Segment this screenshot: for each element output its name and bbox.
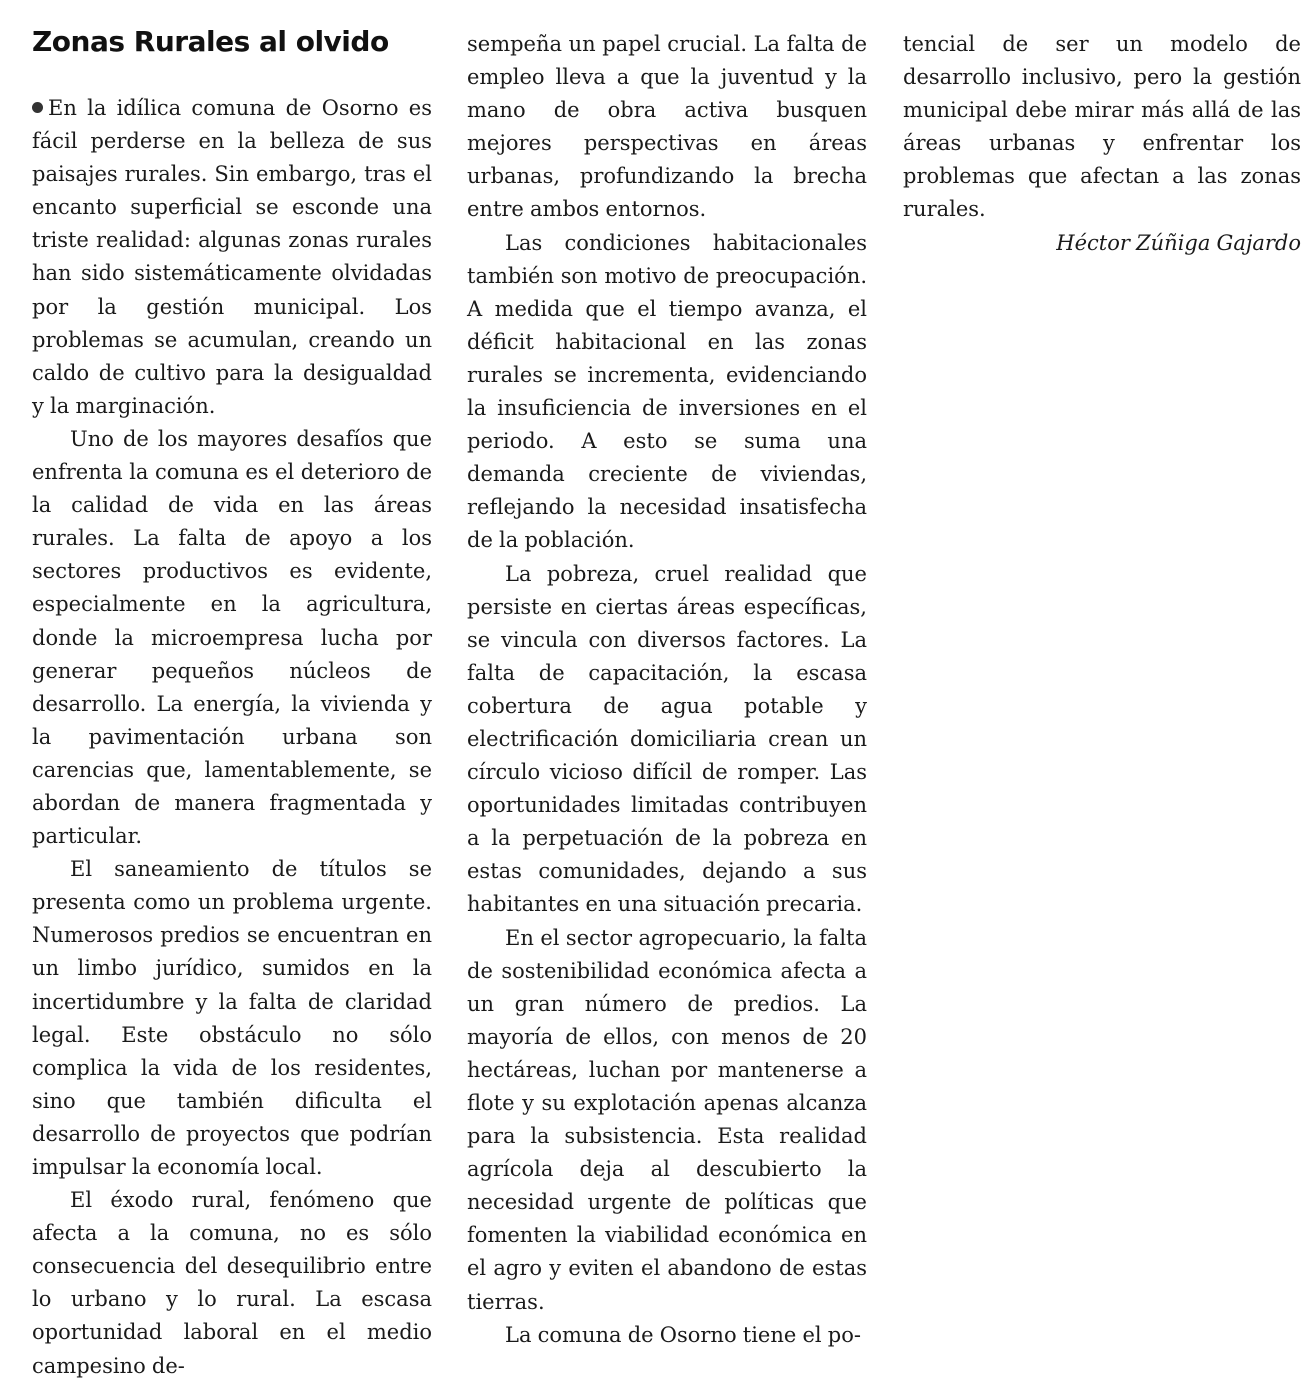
article-headline: Zonas Rurales al olvido [32, 25, 389, 58]
bullet-icon [32, 102, 43, 113]
article-paragraph: El saneamiento de títulos se presenta como un problema urgente. Numerosos predios se encuentran en un limbo jurídico, sumidos en la incertidumbre y la falta de claridad legal. Este obstáculo no sólo complica la vida de los residentes, sino que también dificulta el desarrollo de proyectos que podrían impulsar la economía local. [32, 857, 432, 1179]
article-column-3 [903, 28, 1301, 260]
article-paragraph: Las condiciones habitacionales también son motivo de preocupación. A medida que el tiempo avanza, el déficit habitacional en las zonas rurales se incrementa, evidenciando la insuficiencia de inversiones en el periodo. A esto se suma una demanda creciente de viviendas, reflejando la necesidad insatisfecha de la población. [467, 230, 867, 553]
article-paragraph: En el sector agropecuario, la falta de sostenibilidad económica afecta a un gran número de predios. La mayoría de ellos, con menos de 20 hectáreas, luchan por mantenerse a flote y su explotación apenas alcanza para la subsistencia. Esta realidad agrícola deja al descubierto la necesidad urgente de políticas que fomenten la viabilidad económica en el agro y eviten el abandono de estas tierras. [467, 925, 867, 1314]
author-signature: Héctor Zúñiga Gajardo [1056, 230, 1301, 255]
article-paragraph: Uno de los mayores desafíos que enfrenta la comuna es el deterioro de la calidad de vida en las áreas rurales. La falta de apoyo a los sectores productivos es evidente, especialmente en la agricultura, donde la microempresa lucha por generar pequeños núcleos de desarrollo. La energía, la vivienda y la pavimentación urbana son carencias que, lamentablemente, se abordan de manera fragmentada y particular. [32, 426, 432, 849]
article-paragraph: La pobreza, cruel realidad que persiste en ciertas áreas específicas, se vincula con diversos factores. La falta de capacitación, la escasa cobertura de agua potable y electrificación domiciliaria crean un círculo vicioso difícil de romper. Las oportunidades limitadas contribuyen a la perpetuación de la pobreza en estas comunidades, dejando a sus habitantes en una situación precaria. [467, 561, 867, 917]
article-column-2 [467, 28, 867, 1352]
article-paragraph: tencial de ser un modelo de desarrollo inclusivo, pero la gestión municipal debe mirar más allá de las áreas urbanas y enfrentar los problemas que afectan a las zonas rurales. [903, 32, 1301, 222]
article-column-1 [32, 92, 432, 1383]
article-paragraph: En la idílica comuna de Osorno es fácil perderse en la belleza de sus paisajes rurales. Sin embargo, tras el encanto superficial se esconde una triste realidad: algunas zonas rurales han sido sistemáticamente olvidadas por la gestión municipal. Los problemas se acumulan, creando un caldo de cultivo para la desigualdad y la marginación. [32, 96, 432, 418]
article-paragraph: La comuna de Osorno tiene el po- [505, 1322, 861, 1347]
article-paragraph: El éxodo rural, fenómeno que afecta a la comuna, no es sólo consecuencia del desequilibrio entre lo urbano y lo rural. La escasa oportunidad laboral en el medio campesino de- [32, 1188, 432, 1378]
article-paragraph: sempeña un papel crucial. La falta de empleo lleva a que la juventud y la mano de obra activa busquen mejores perspectivas en áreas urbanas, profundizando la brecha entre ambos entornos. [467, 32, 867, 222]
